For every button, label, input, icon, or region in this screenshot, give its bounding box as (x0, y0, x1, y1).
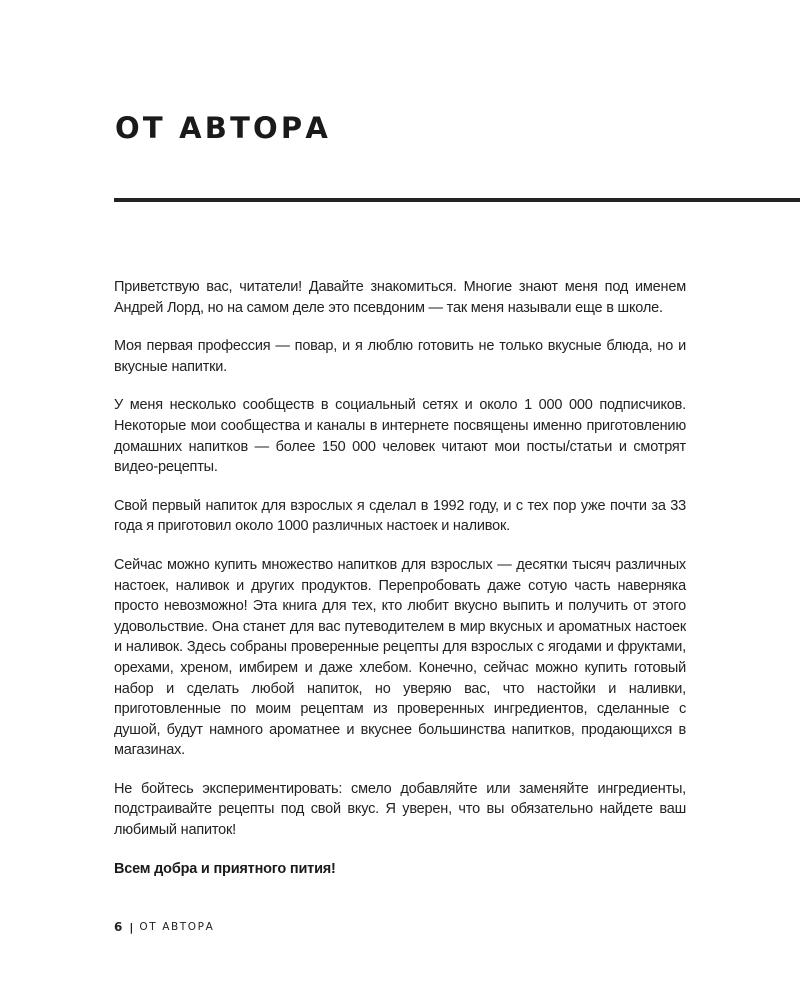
title-divider (114, 198, 800, 202)
closing-line: Всем добра и приятного пития! (114, 860, 336, 877)
footer-separator: | (129, 920, 134, 934)
paragraph-communities: У меня несколько сообществ в социальный сетях и около 1 000 000 подписчиков. Некоторые мои сообщества и каналы в интернете посвящены именно приготовлению домашних напитков — более 150 000 человек читают мои посты/статьи и смотрят видео-рецепты. (114, 397, 686, 476)
page-number: 6 (114, 920, 123, 934)
paragraph-first-drink: Свой первый напиток для взрослых я сделал в 1992 году, и с тех пор уже почти за 33 года я приготовил около 1000 различных настоек и наливок. (114, 497, 686, 535)
paragraph-experiment: Не бойтесь экспериментировать: смело добавляйте или заменяйте ингредиенты, подстраивайте рецепты под свой вкус. Я уверен, что вы обязательно найдете ваш любимый напиток! (114, 780, 686, 839)
page-title: ОТ АВТОРА (115, 111, 332, 145)
article-body (114, 277, 686, 879)
page-footer (114, 920, 214, 934)
paragraph-greeting: Приветствую вас, читатели! Давайте знакомиться. Многие знают меня под именем Андрей Лорд, но на самом деле это псевдоним — так меня называли еще в школе. (114, 279, 686, 316)
paragraph-profession: Моя первая профессия — повар, и я люблю готовить не только вкусные блюда, но и вкусные напитки. (114, 338, 686, 375)
running-head: ОТ АВТОРА (139, 921, 215, 933)
paragraph-book-purpose: Сейчас можно купить множество напитков для взрослых — десятки тысяч различных настоек, наливок и других продуктов. Перепробовать даже сотую часть наверняка просто невозможно! Эта книга для тех, кто любит вкусно выпить и получить от этого удовольствие. Она станет для вас путеводителем в мир вкусных и ароматных настоек и наливок. Здесь собраны проверенные рецепты для взрослых с ягодами и фруктами, орехами, хреном, имбирем и даже хлебом. Конечно, сейчас можно купить готовый набор и сделать любой напиток, но уверяю вас, что настойки и наливки, приготовленные по моим рецептам из проверенных ингредиентов, сделанные с душой, будут намного ароматнее и вкуснее большинства напитков, продающихся в магазинах. (114, 556, 686, 759)
